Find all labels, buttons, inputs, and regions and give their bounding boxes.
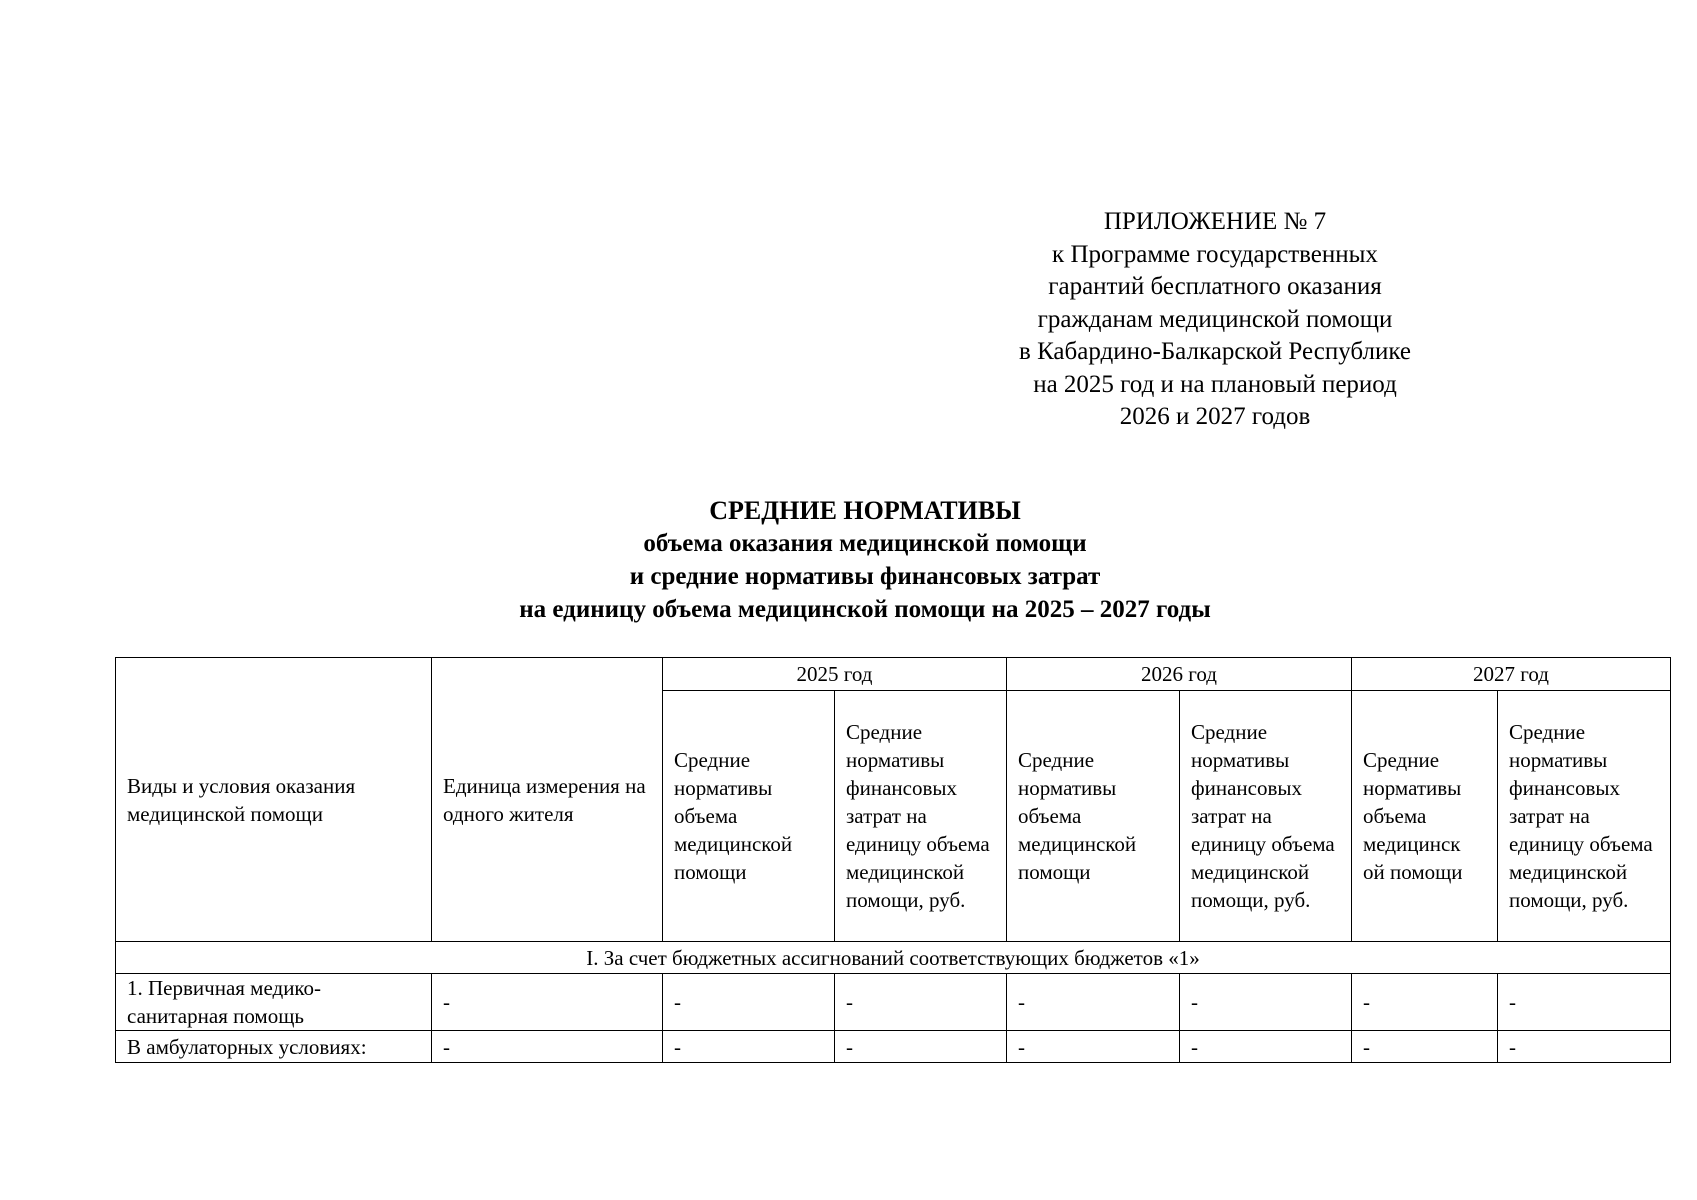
table-cell: - bbox=[1352, 974, 1498, 1031]
header-finance-2025: Средние нормативы финансовых затрат на единицу объема медицинской помощи, руб. bbox=[835, 691, 1007, 942]
header-types: Виды и условия оказания медицинской помощи bbox=[116, 658, 432, 942]
header-unit: Единица измерения на одного жителя bbox=[432, 658, 663, 942]
table-cell: - bbox=[432, 1031, 663, 1063]
table-cell: - bbox=[1498, 974, 1671, 1031]
header-finance-2027: Средние нормативы финансовых затрат на единицу объема медицинской помощи, руб. bbox=[1498, 691, 1671, 942]
section-row bbox=[116, 942, 1671, 974]
header-year-2025: 2025 год bbox=[663, 658, 1007, 691]
header-volume-2025: Средние нормативы объема медицинской помощи bbox=[663, 691, 835, 942]
row-label: В амбулаторных условиях: bbox=[116, 1031, 432, 1063]
appendix-line: 2026 и 2027 годов bbox=[1119, 403, 1311, 430]
table-cell: - bbox=[1498, 1031, 1671, 1063]
header-volume-2026: Средние нормативы объема медицинской помощи bbox=[1007, 691, 1180, 942]
header-volume-2027: Средние нормативы объема медицинск ой помощи bbox=[1352, 691, 1498, 942]
table-cell: - bbox=[663, 974, 835, 1031]
appendix-line: к Программе государственных bbox=[1052, 240, 1378, 268]
appendix-line: ПРИЛОЖЕНИЕ № 7 bbox=[1103, 208, 1327, 235]
table-cell: - bbox=[835, 1031, 1007, 1063]
table-row bbox=[116, 974, 1671, 1031]
norms-table bbox=[115, 657, 1671, 1063]
table-cell: - bbox=[1007, 1031, 1180, 1063]
title-line-4: на единицу объема медицинской помощи на 2025 – 2027 годы bbox=[519, 596, 1211, 623]
table-row bbox=[116, 1031, 1671, 1063]
table-cell: - bbox=[432, 974, 663, 1031]
header-year-2026: 2026 год bbox=[1007, 658, 1352, 691]
appendix-header bbox=[960, 206, 1470, 434]
title-line-3: и средние нормативы финансовых затрат bbox=[629, 563, 1101, 590]
appendix-line: гарантий бесплатного оказания bbox=[1048, 273, 1382, 300]
table-cell: - bbox=[1352, 1031, 1498, 1063]
table-cell: - bbox=[1007, 974, 1180, 1031]
row-label: 1. Первичная медико-санитарная помощь bbox=[116, 974, 432, 1031]
header-row-years bbox=[116, 658, 1671, 691]
title-line-1: СРЕДНИЕ НОРМАТИВЫ bbox=[709, 496, 1021, 525]
table-cell: - bbox=[663, 1031, 835, 1063]
appendix-line: на 2025 год и на плановый период bbox=[1033, 370, 1397, 398]
table-cell: - bbox=[1180, 974, 1352, 1031]
section-budget-funds: I. За счет бюджетных ассигнований соответствующих бюджетов «1» bbox=[116, 942, 1671, 974]
table-cell: - bbox=[1180, 1031, 1352, 1063]
title-line-2: объема оказания медицинской помощи bbox=[643, 530, 1087, 557]
header-finance-2026: Средние нормативы финансовых затрат на единицу объема медицинской помощи, руб. bbox=[1180, 691, 1352, 942]
appendix-line: гражданам медицинской помощи bbox=[1037, 305, 1393, 333]
appendix-line: в Кабардино-Балкарской Республике bbox=[1019, 338, 1411, 365]
header-year-2027: 2027 год bbox=[1352, 658, 1671, 691]
document-title bbox=[0, 494, 1697, 626]
table-cell: - bbox=[835, 974, 1007, 1031]
